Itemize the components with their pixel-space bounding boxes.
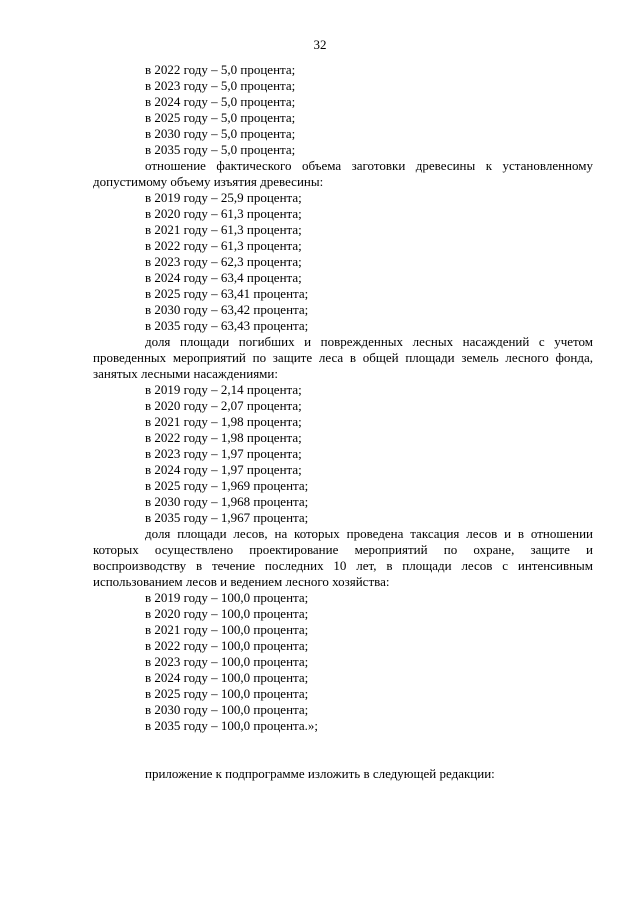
indicator-list-harvest-share: [93, 62, 593, 158]
paragraph-forest-inventory-share: доля площади лесов, на которых проведена таксация лесов и в отношении которых осуществлено проектирование мероприятий по охране, защите и воспроизводству в течение последних 10 лет, в площади лесов с интенсивным использованием лесов и ведением лесного хозяйства:: [93, 526, 593, 589]
list-item: в 2019 году – 2,14 процента;: [145, 382, 302, 397]
list-item: в 2035 году – 1,967 процента;: [145, 510, 309, 525]
list-item: в 2035 году – 63,43 процента;: [145, 318, 309, 333]
list-item: в 2025 году – 5,0 процента;: [145, 110, 296, 125]
list-item: в 2030 году – 100,0 процента;: [145, 702, 309, 717]
page-number: 32: [313, 37, 327, 52]
list-item: в 2022 году – 1,98 процента;: [145, 430, 302, 445]
list-item: в 2025 году – 1,969 процента;: [145, 478, 309, 493]
list-item: в 2022 году – 100,0 процента;: [145, 638, 309, 653]
list-item: в 2024 году – 5,0 процента;: [145, 94, 296, 109]
paragraph-damaged-forest-share: доля площади погибших и поврежденных лесных насаждений с учетом проведенных мероприятий по защите леса в общей площади земель лесного фонда, занятых лесными насаждениями:: [93, 334, 593, 381]
list-item: в 2023 году – 5,0 процента;: [145, 78, 296, 93]
list-item: в 2019 году – 100,0 процента;: [145, 590, 309, 605]
list-item: в 2020 году – 2,07 процента;: [145, 398, 302, 413]
list-item: в 2030 году – 63,42 процента;: [145, 302, 309, 317]
list-item: в 2021 году – 1,98 процента;: [145, 414, 302, 429]
list-item: в 2021 году – 61,3 процента;: [145, 222, 302, 237]
paragraph-appendix-instruction: приложение к подпрограмме изложить в следующей редакции:: [145, 766, 495, 781]
list-item: в 2024 году – 100,0 процента;: [145, 670, 309, 685]
list-item: в 2030 году – 1,968 процента;: [145, 494, 309, 509]
list-item: в 2025 году – 63,41 процента;: [145, 286, 309, 301]
indicator-list-forest-inventory: [93, 590, 593, 734]
paragraph-harvest-ratio: отношение фактического объема заготовки древесины к установленному допустимому объему изъятия древесины:: [93, 158, 593, 189]
list-item: в 2024 году – 1,97 процента;: [145, 462, 302, 477]
paragraph-spacer: [93, 734, 593, 766]
list-item: в 2022 году – 61,3 процента;: [145, 238, 302, 253]
list-item: в 2023 году – 62,3 процента;: [145, 254, 302, 269]
list-item: в 2020 году – 61,3 процента;: [145, 206, 302, 221]
list-item: в 2035 году – 100,0 процента.»;: [145, 718, 318, 733]
list-item: в 2022 году – 5,0 процента;: [145, 62, 296, 77]
list-item: в 2019 году – 25,9 процента;: [145, 190, 302, 205]
list-item: в 2020 году – 100,0 процента;: [145, 606, 309, 621]
list-item: в 2023 году – 1,97 процента;: [145, 446, 302, 461]
document-body: [93, 62, 593, 782]
list-item: в 2035 году – 5,0 процента;: [145, 142, 296, 157]
list-item: в 2024 году – 63,4 процента;: [145, 270, 302, 285]
list-item: в 2025 году – 100,0 процента;: [145, 686, 309, 701]
list-item: в 2023 году – 100,0 процента;: [145, 654, 309, 669]
list-item: в 2030 году – 5,0 процента;: [145, 126, 296, 141]
indicator-list-damaged-forest: [93, 382, 593, 526]
indicator-list-harvest-ratio: [93, 190, 593, 334]
list-item: в 2021 году – 100,0 процента;: [145, 622, 309, 637]
